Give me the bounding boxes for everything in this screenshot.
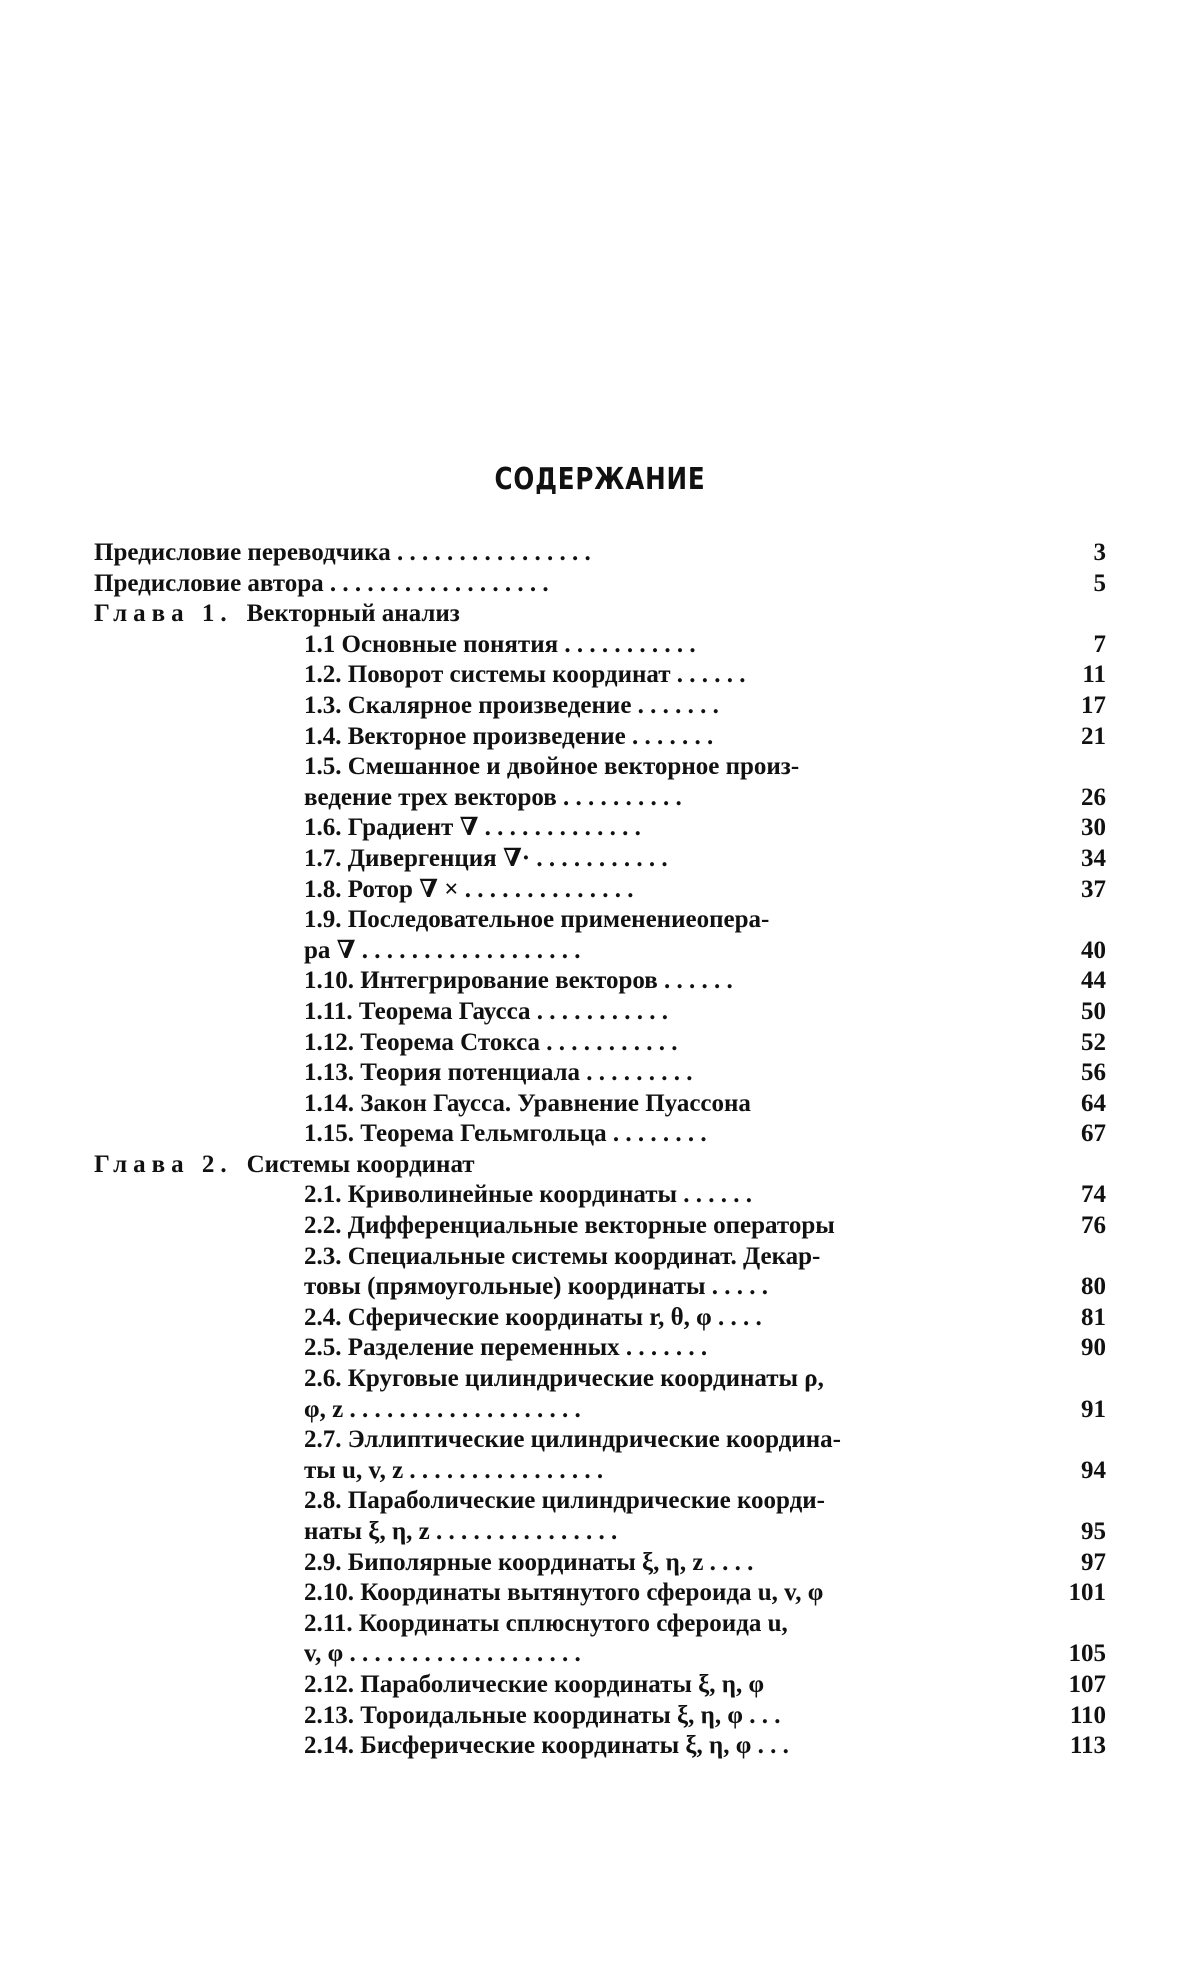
page-number: 37: [1081, 875, 1106, 903]
entry-title: 1.11. Теорема Гаусса . . . . . . . . . . .: [304, 997, 668, 1025]
toc-entry: [94, 783, 1106, 814]
chapter-name: Векторный анализ: [246, 600, 460, 628]
toc-entry: [94, 1395, 1106, 1426]
page-number: 107: [1068, 1670, 1106, 1698]
entry-title: 2.10. Координаты вытянутого сфероида u, v, φ: [304, 1579, 824, 1607]
toc-entry: [94, 1425, 1106, 1456]
entry-title: ра ∇ . . . . . . . . . . . . . . . . . .: [304, 936, 581, 964]
page-number: 44: [1081, 967, 1106, 995]
entry-title: 1.7. Дивергенция ∇· . . . . . . . . . . .: [304, 844, 668, 872]
toc-entry: [94, 752, 1106, 783]
page-number: 76: [1081, 1212, 1106, 1240]
entry-title: 1.1 Основные понятия . . . . . . . . . . .: [304, 630, 696, 658]
toc-entry: [94, 844, 1106, 875]
entry-title: 1.2. Поворот системы координат . . . . . .: [304, 661, 746, 689]
toc-entry: [94, 569, 1106, 600]
toc-entry: [94, 691, 1106, 722]
toc-entry: [94, 1180, 1106, 1211]
chapter-name: Системы координат: [246, 1150, 475, 1178]
entry-title: ведение трех векторов . . . . . . . . . .: [304, 783, 682, 811]
toc-entry: [94, 813, 1106, 844]
table-of-contents: [94, 538, 1106, 1762]
entry-title: φ, z . . . . . . . . . . . . . . . . . . .: [304, 1395, 581, 1423]
toc-entry: [94, 1364, 1106, 1395]
entry-title: наты ξ, η, z . . . . . . . . . . . . . . .: [304, 1518, 618, 1545]
toc-entry: [94, 630, 1106, 661]
chapter-number: Глава 1.: [94, 600, 233, 628]
page-number: 110: [1069, 1701, 1106, 1729]
chapter-title: [94, 599, 460, 630]
toc-entry: [94, 1089, 1106, 1120]
entry-title: 2.5. Разделение переменных . . . . . . .: [304, 1334, 708, 1362]
entry-title: 2.9. Биполярные координаты ξ, η, z . . . .: [304, 1548, 754, 1576]
toc-entry: [94, 997, 1106, 1028]
entry-title: 2.7. Эллиптические цилиндрические координа-: [304, 1426, 841, 1454]
page-number: 30: [1081, 814, 1106, 842]
chapter-title: [94, 1150, 475, 1181]
page-number: 91: [1081, 1395, 1106, 1423]
entry-title: 1.14. Закон Гаусса. Уравнение Пуассона: [304, 1089, 751, 1117]
page-number: 17: [1081, 691, 1106, 719]
toc-entry: [94, 1731, 1106, 1762]
toc-entry: [94, 966, 1106, 997]
entry-title: 2.1. Криволинейные координаты . . . . . .: [304, 1181, 753, 1209]
entry-title: Предисловие переводчика . . . . . . . . . . . . . . . .: [94, 539, 591, 566]
page-number: 80: [1081, 1273, 1106, 1301]
entry-title: 1.5. Смешанное и двойное векторное произ-: [304, 753, 800, 781]
entry-title: v, φ . . . . . . . . . . . . . . . . . . .: [304, 1640, 581, 1668]
page-number: 90: [1081, 1334, 1106, 1362]
entry-title: 1.15. Теорема Гельмгольца . . . . . . . .: [304, 1120, 707, 1148]
toc-entry: [94, 1242, 1106, 1273]
page-number: 7: [1093, 630, 1106, 658]
entry-title: 1.13. Теория потенциала . . . . . . . . .: [304, 1059, 693, 1087]
page-number: 56: [1081, 1059, 1106, 1087]
toc-entry: [94, 1456, 1106, 1487]
page-number: 3: [1093, 539, 1106, 566]
page-number: 95: [1081, 1518, 1106, 1545]
toc-entry: [94, 1486, 1106, 1517]
page-number: 97: [1081, 1548, 1106, 1576]
toc-entry: [94, 905, 1106, 936]
toc-entry: [94, 1211, 1106, 1242]
chapter-number: Глава 2.: [94, 1150, 233, 1178]
page-number: 11: [1082, 661, 1106, 689]
entry-title: 1.4. Векторное произведение . . . . . . .: [304, 722, 714, 750]
entry-title: 1.8. Ротор ∇ × . . . . . . . . . . . . . .: [304, 875, 634, 903]
entry-title: 2.12. Параболические координаты ξ, η, φ: [304, 1670, 765, 1698]
entry-title: ты u, v, z . . . . . . . . . . . . . . . .: [304, 1456, 604, 1484]
entry-title: товы (прямоугольные) координаты . . . . .: [304, 1273, 769, 1301]
toc-entry: [94, 936, 1106, 967]
toc-entry: [94, 660, 1106, 691]
toc-entry: [94, 1701, 1106, 1732]
entry-title: 2.2. Дифференциальные векторные операторы: [304, 1212, 835, 1240]
toc-entry: [94, 1609, 1106, 1640]
entry-title: 1.6. Градиент ∇ . . . . . . . . . . . . .: [304, 814, 641, 842]
page-number: 21: [1081, 722, 1106, 750]
toc-entry: [94, 1578, 1106, 1609]
entry-title: 1.3. Скалярное произведение . . . . . . .: [304, 691, 719, 719]
toc-entry: [94, 1272, 1106, 1303]
page-number: 81: [1081, 1303, 1106, 1331]
entry-title: 2.4. Сферические координаты r, θ, φ . . . .: [304, 1303, 762, 1331]
entry-title: 2.6. Круговые цилиндрические координаты ρ,: [304, 1365, 824, 1393]
entry-title: 2.14. Бисферические координаты ξ, η, φ . . .: [304, 1732, 789, 1760]
page-number: 50: [1081, 997, 1106, 1025]
page-number: 74: [1081, 1181, 1106, 1209]
toc-entry: [94, 875, 1106, 906]
page-number: 64: [1081, 1089, 1106, 1117]
page-number: 94: [1081, 1456, 1106, 1484]
page-number: 113: [1069, 1732, 1106, 1760]
entry-title: 1.9. Последовательное применениеопера-: [304, 906, 770, 934]
entry-title: 2.8. Параболические цилиндрические коорди-: [304, 1487, 825, 1515]
entry-title: 1.10. Интегрирование векторов . . . . . .: [304, 967, 733, 995]
toc-entry: [94, 1119, 1106, 1150]
toc-entry: [94, 1058, 1106, 1089]
page-number: 101: [1068, 1579, 1106, 1607]
entry-title: 2.3. Специальные системы координат. Декар-: [304, 1242, 821, 1270]
entry-title: Предисловие автора . . . . . . . . . . . . . . . . . .: [94, 569, 549, 597]
toc-entry: [94, 1670, 1106, 1701]
page-number: 5: [1093, 569, 1106, 597]
entry-title: 2.11. Координаты сплюснутого сфероида u,: [304, 1609, 788, 1637]
toc-chapter-heading: [94, 599, 1106, 630]
toc-entry: [94, 1517, 1106, 1548]
page-number: 40: [1081, 936, 1106, 964]
entry-title: 1.12. Теорема Стокса . . . . . . . . . . .: [304, 1028, 678, 1056]
toc-entry: [94, 1303, 1106, 1334]
page-number: 105: [1068, 1640, 1106, 1668]
toc-entry: [94, 1548, 1106, 1579]
page-number: 26: [1081, 783, 1106, 811]
toc-chapter-heading: [94, 1150, 1106, 1181]
toc-entry: [94, 722, 1106, 753]
page-title: СОДЕРЖАНИЕ: [494, 462, 706, 497]
toc-entry: [94, 1333, 1106, 1364]
toc-entry: [94, 1028, 1106, 1059]
entry-title: 2.13. Тороидальные координаты ξ, η, φ . . .: [304, 1701, 781, 1729]
page-number: 34: [1081, 844, 1106, 872]
page-number: 67: [1081, 1120, 1106, 1148]
page-number: 52: [1081, 1028, 1106, 1056]
toc-entry: [94, 1639, 1106, 1670]
toc-entry: [94, 538, 1106, 569]
